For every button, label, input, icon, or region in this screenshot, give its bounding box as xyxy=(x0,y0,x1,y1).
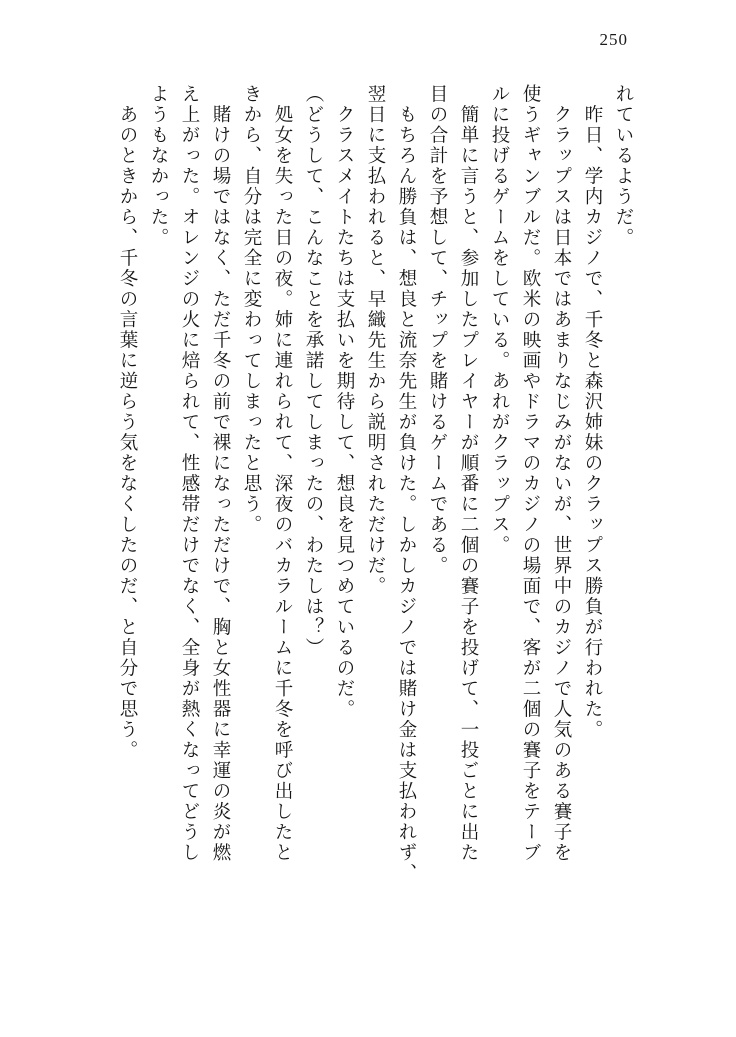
text-line: 簡単に言うと、参加したプレイヤーが順番に二個の賽子を投げて、一投ごとに出た xyxy=(458,84,479,863)
text-line: ルに投げるゲームをしている。あれがクラップス。 xyxy=(489,84,510,556)
text-line: 処女を失った日の夜。姉に連れられて、深夜のバカラルームに千冬を呼び出したと xyxy=(272,84,293,863)
text-line: え上がった。オレンジの火に焙られて、性感帯だけでなく、全身が熱くなってどうし xyxy=(179,84,200,863)
text-line: （どうして、こんなことを承諾してしまったの、わたしは？） xyxy=(303,84,324,658)
text-line: 目の合計を予想して、チップを賭けるゲームである。 xyxy=(427,84,448,576)
text-line: 使うギャンブルだ。欧米の映画やドラマのカジノの場面で、客が二個の賽子をテーブ xyxy=(520,84,541,863)
text-line: あのときから、千冬の言葉に逆らう気をなくしたのだ、と自分で思う。 xyxy=(117,84,138,761)
text-line: もちろん勝負は、想良と流奈先生が負けた。しかしカジノでは賭け金は支払われず、 xyxy=(396,84,417,884)
text-line: 昨日、学内カジノで、千冬と森沢姉妹のクラップス勝負が行われた。 xyxy=(582,84,603,740)
text-line: れているようだ。 xyxy=(613,84,634,248)
text-line: 賭けの場ではなく、ただ千冬の前で裸になっただけで、胸と女性器に幸運の炎が燃 xyxy=(210,84,231,863)
page-number: 250 xyxy=(599,30,628,49)
text-line: きから、自分は完全に変わってしまったと思う。 xyxy=(241,84,262,535)
vertical-text-body xyxy=(52,84,632,939)
text-line: クラップスは日本ではあまりなじみがないが、世界中のカジノで人気のある賽子を xyxy=(551,84,572,863)
text-line: 翌日に支払われると、早織先生から説明されただけだ。 xyxy=(365,84,386,597)
text-line: ようもなかった。 xyxy=(148,84,169,248)
text-line: クラスメイトたちは支払いを期待して、想良を見つめているのだ。 xyxy=(334,84,355,720)
